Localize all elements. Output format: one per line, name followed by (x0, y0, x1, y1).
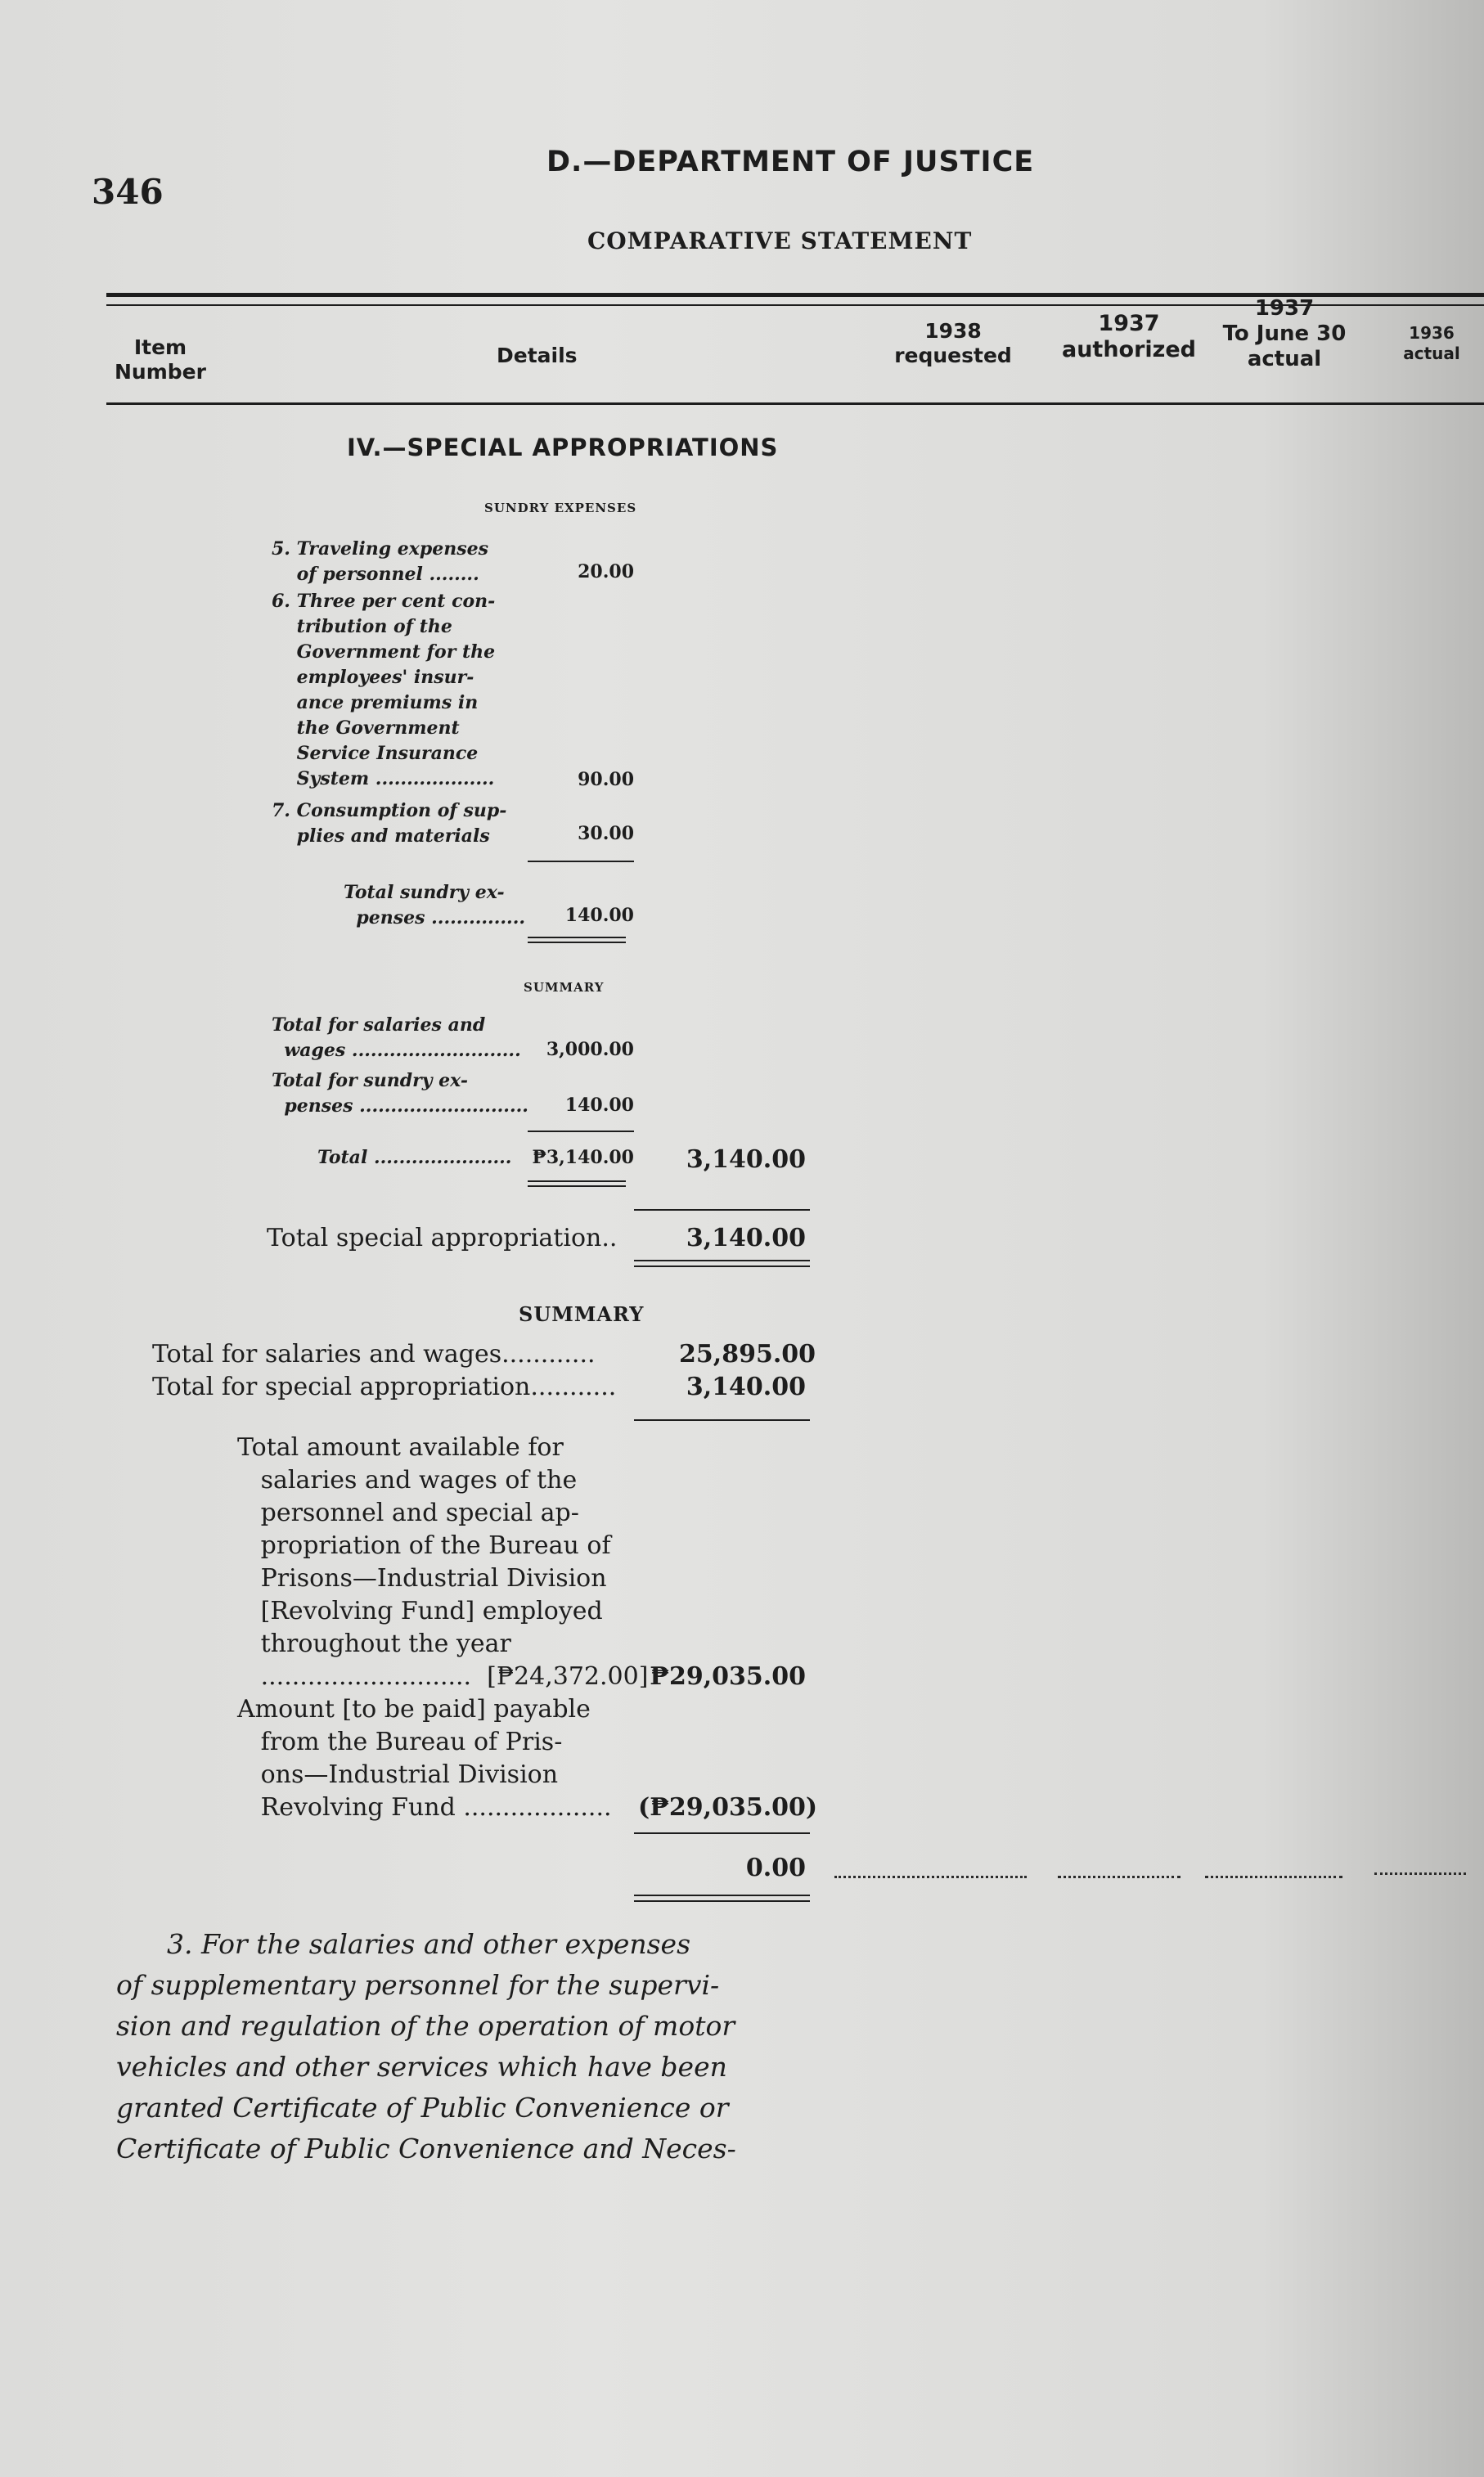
net-amount-rule (634, 1832, 810, 1834)
section-title: IV.—SPECIAL APPROPRIATIONS (347, 434, 779, 461)
summary-heading: SUMMARY (519, 1302, 645, 1326)
summary-special-label: Total for special appropriation........... (152, 1373, 617, 1401)
paragraph-line-2: of supplementary personnel for the supervi- (116, 1969, 720, 2001)
special-total-requested: 3,140.00 (686, 1145, 806, 1174)
sundry-subtotal-rule (528, 861, 634, 862)
header-bottom-rule (106, 402, 1484, 405)
sundry-expenses-label: Total for sundry ex- penses ........................... (272, 1070, 528, 1117)
sundry-total-rule-1 (528, 937, 626, 938)
summary-small-heading: SUMMARY (524, 980, 605, 995)
special-total-label: Total ...................... (317, 1147, 512, 1168)
page-number: 346 (92, 172, 164, 212)
payable-amount-value: (₱29,035.00) (638, 1793, 818, 1822)
item-7-amount: 30.00 (578, 823, 634, 844)
paragraph-line-1: 3. For the salaries and other expenses (167, 1928, 691, 1960)
special-appropriation-double-rule-2 (634, 1265, 810, 1267)
total-special-appropriation-label: Total special appropriation.. (267, 1224, 618, 1252)
column-header-item-number: Item Number (115, 335, 206, 384)
net-amount-double-rule-1 (634, 1895, 810, 1896)
item-5-amount: 20.00 (578, 561, 634, 582)
item-6-insurance-contribution: 6. Three per cent con- tribution of the Government for the employees' insur- ance premiums in the Government Service Insurance System ................... (272, 591, 496, 789)
net-amount-value: 0.00 (745, 1854, 806, 1882)
dotted-placeholder-1938 (834, 1876, 1027, 1878)
column-header-1936-actual: 1936 actual (1403, 323, 1460, 363)
total-special-appropriation-amount: 3,140.00 (686, 1224, 806, 1252)
special-appropriation-double-rule-1 (634, 1260, 810, 1261)
salaries-wages-label: Total for salaries and wages ........................... (272, 1014, 521, 1061)
paragraph-line-6: Certificate of Public Convenience and Neces- (116, 2133, 736, 2165)
item-5-traveling-expenses: 5. Traveling expenses of personnel ........ (272, 538, 489, 585)
available-amount-text: Total amount available for salaries and wages of the personnel and special ap- propriation of the Bureau of Prisons—Industrial Division [Revolving Fund] employed throughout the year ........................... [₱24,372.00] (237, 1433, 649, 1691)
statement-title: COMPARATIVE STATEMENT (587, 227, 973, 254)
department-title: D.—DEPARTMENT OF JUSTICE (546, 146, 1035, 178)
total-sundry-label: Total sundry ex- penses ............... (344, 882, 526, 928)
total-sundry-amount: 140.00 (564, 905, 634, 926)
net-amount-double-rule-2 (634, 1900, 810, 1902)
dotted-placeholder-1936 (1374, 1872, 1466, 1875)
special-appropriation-rule (634, 1209, 810, 1211)
payable-amount-text: Amount [to be paid] payable from the Bureau of Pris- ons—Industrial Division Revolving Fund ................... (237, 1695, 612, 1822)
summary-salaries-label: Total for salaries and wages............ (152, 1340, 596, 1369)
column-header-details: Details (497, 344, 578, 367)
item-6-amount: 90.00 (578, 769, 634, 790)
sundry-expenses-amount: 140.00 (564, 1095, 634, 1116)
special-total-rule-2 (528, 1185, 626, 1187)
column-header-1937-authorized: 1937 authorized (1061, 311, 1197, 362)
sundry-total-rule-2 (528, 942, 626, 943)
available-amount-value: ₱29,035.00 (650, 1662, 806, 1691)
summary-special-amount: 3,140.00 (686, 1373, 806, 1401)
paragraph-line-3: sion and regulation of the operation of motor (116, 2010, 735, 2042)
paragraph-line-5: granted Certificate of Public Convenience or (116, 2092, 729, 2124)
dotted-placeholder-1937-june (1205, 1876, 1342, 1878)
summary-salaries-amount: 25,895.00 (679, 1340, 816, 1369)
summary-rule (634, 1419, 810, 1421)
salaries-wages-amount: 3,000.00 (546, 1039, 634, 1060)
item-7-supplies: 7. Consumption of sup- plies and materials (272, 800, 507, 847)
special-subtotal-rule (528, 1131, 634, 1132)
sundry-expenses-heading: SUNDRY EXPENSES (484, 501, 637, 515)
special-total-amount: ₱3,140.00 (532, 1147, 634, 1168)
column-header-1938-requested: 1938 requested (894, 319, 1012, 367)
column-header-1937-to-june-30: 1937 To June 30 actual (1222, 296, 1347, 371)
special-total-rule-1 (528, 1180, 626, 1182)
dotted-placeholder-1937-authorized (1058, 1876, 1180, 1878)
paragraph-line-4: vehicles and other services which have been (116, 2051, 727, 2083)
